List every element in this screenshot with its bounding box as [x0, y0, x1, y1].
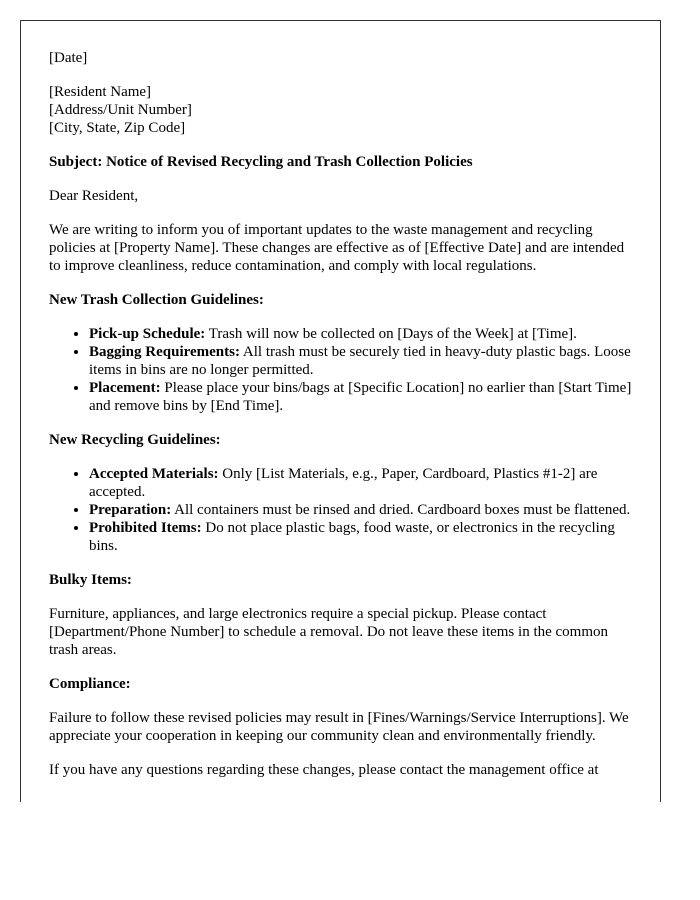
trash-heading: New Trash Collection Guidelines:: [49, 292, 264, 308]
subject-line: Subject: Notice of Revised Recycling and Trash Collection Policies: [49, 154, 473, 170]
compliance-heading: Compliance:: [49, 676, 131, 692]
bulky-paragraph: Furniture, appliances, and large electronics require a special pickup. Please contact [Department/Phone Number] to schedule a removal. Do not leave these items in the common trash areas.: [49, 606, 609, 658]
item-text: Please place your bins/bags at [Specific Location] no earlier than [Start Time] and remove bins by [End Time].: [89, 380, 632, 414]
item-text: Do not place plastic bags, food waste, or electronics in the recycling bins.: [89, 520, 615, 554]
item-text: All containers must be rinsed and dried. Cardboard boxes must be flattened.: [171, 502, 631, 518]
recipient-name: [Resident Name]: [49, 84, 152, 100]
item-label: Preparation:: [89, 502, 172, 518]
item-label: Prohibited Items:: [89, 520, 202, 536]
item-label: Accepted Materials:: [89, 466, 219, 482]
recipient-address: [49, 83, 632, 137]
closing-paragraph: If you have any questions regarding these changes, please contact the management office at: [49, 762, 599, 778]
item-text: All trash must be securely tied in heavy-duty plastic bags. Loose items in bins are no longer permitted.: [89, 344, 631, 378]
list-item: [89, 343, 632, 379]
list-item: [89, 501, 632, 519]
recycling-list: [49, 465, 632, 555]
recycling-heading: New Recycling Guidelines:: [49, 432, 221, 448]
list-item: [89, 519, 632, 555]
date: [Date]: [49, 50, 88, 66]
trash-list: [49, 325, 632, 415]
list-item: [89, 325, 632, 343]
item-label: Pick-up Schedule:: [89, 326, 206, 342]
item-label: Bagging Requirements:: [89, 344, 240, 360]
item-text: Trash will now be collected on [Days of the Week] at [Time].: [205, 326, 577, 342]
recipient-street: [Address/Unit Number]: [49, 102, 192, 118]
salutation: Dear Resident,: [49, 188, 139, 204]
item-label: Placement:: [89, 380, 161, 396]
compliance-paragraph: Failure to follow these revised policies may result in [Fines/Warnings/Service Interruptions]. We appreciate your cooperation in keeping our community clean and environmentally friendly.: [49, 710, 629, 744]
recipient-city: [City, State, Zip Code]: [49, 120, 186, 136]
list-item: [89, 379, 632, 415]
letter-page: [20, 20, 661, 802]
item-text: Only [List Materials, e.g., Paper, Cardboard, Plastics #1-2] are accepted.: [89, 466, 598, 500]
list-item: [89, 465, 632, 501]
intro-paragraph: We are writing to inform you of important updates to the waste management and recycling policies at [Property Name]. These changes are effective as of [Effective Date] and are intended to improve cleanliness, reduce contamination, and comply with local regulations.: [49, 222, 625, 274]
bulky-heading: Bulky Items:: [49, 572, 132, 588]
